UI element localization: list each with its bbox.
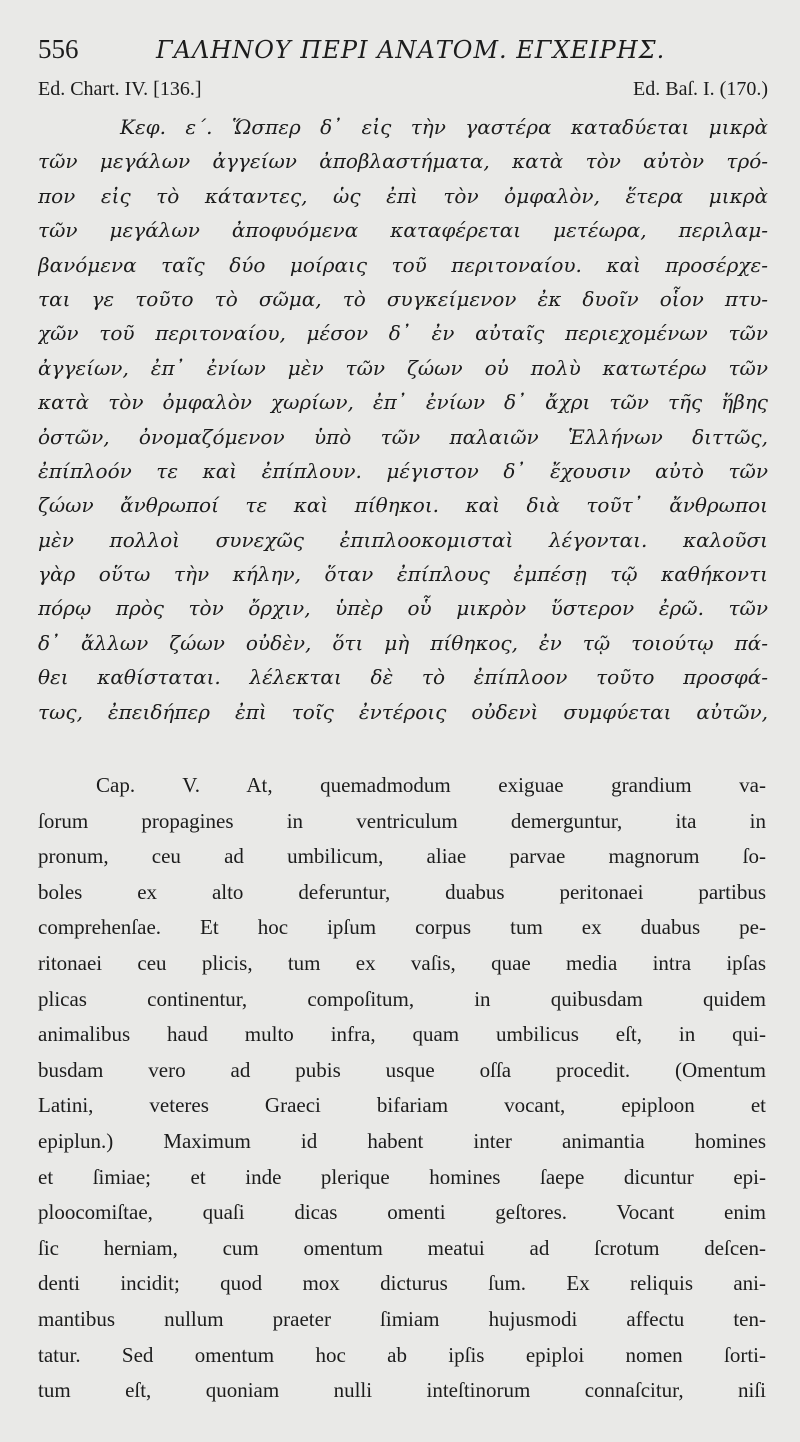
latin-line: ſic herniam, cum omentum meatui ad ſcrotum deſcen- (38, 1235, 766, 1260)
latin-line: plicas continentur, compoſitum, in quibusdam quidem (38, 986, 766, 1011)
latin-line: Latini, veteres Graeci bifariam vocant, epiploon et (38, 1093, 766, 1118)
greek-line: ζώων ἄνθρωποί τε καὶ πίθηκοι. καὶ διὰ τοῦτ᾽ ἄνθρωποι (38, 493, 768, 518)
latin-line: tatur. Sed omentum hoc ab ipſis epiploi nomen ſorti- (38, 1342, 766, 1367)
greek-line: βανόμενα ταῖς δύο μοίραις τοῦ περιτοναίου. καὶ προσέρχε- (38, 252, 768, 277)
running-head (38, 30, 768, 70)
greek-line: χῶν τοῦ περιτοναίου, μέσον δ᾽ ἐν αὐταῖς περιεχομένων τῶν (38, 321, 768, 346)
edition-chartier: Ed. Chart. IV. [136.] (38, 78, 202, 100)
latin-line: ſorum propagines in ventriculum demerguntur, ita in (38, 808, 766, 833)
greek-text-block (38, 110, 768, 729)
latin-line: ritonaei ceu plicis, tum ex vaſis, quae media intra ipſas (38, 950, 766, 975)
greek-line: μὲν πολλοὶ συνεχῶς ἐπιπλοοκομισταὶ λέγονται. καλοῦσι (38, 527, 768, 552)
greek-line: τῶν μεγάλων ἀγγείων ἀποβλαστήματα, κατὰ τὸν αὐτὸν τρό- (38, 149, 768, 174)
edition-basel: Ed. Baſ. I. (170.) (633, 78, 768, 100)
greek-line: ται γε τοῦτο τὸ σῶμα, τὸ συγκείμενον ἐκ δυοῖν οἷον πτυ- (38, 286, 768, 311)
latin-text-block (38, 768, 766, 1409)
latin-line: animalibus haud multo infra, quam umbilicus eſt, in qui- (38, 1022, 766, 1047)
latin-line: tum eſt, quoniam nulli inteſtinorum connaſcitur, niſi (38, 1378, 766, 1403)
latin-line: pronum, ceu ad umbilicum, aliae parvae magnorum ſo- (38, 844, 766, 869)
greek-line: ἐπίπλοόν τε καὶ ἐπίπλουν. μέγιστον δ᾽ ἔχουσιν αὐτὸ τῶν (38, 458, 768, 483)
greek-line: ἀγγείων, ἐπ᾽ ἐνίων μὲν τῶν ζώων οὐ πολὺ κατωτέρω τῶν (38, 355, 768, 380)
greek-line: τως, ἐπειδήπερ ἐπὶ τοῖς ἐντέροις οὐδενὶ συμφύεται αὐτῶν, (38, 699, 768, 724)
greek-line: πόρῳ πρὸς τὸν ὄρχιν, ὑπὲρ οὗ μικρὸν ὕστερον ἐρῶ. τῶν (38, 596, 768, 621)
latin-line: Cap. V. At, quemadmodum exiguae grandium va- (96, 773, 766, 797)
latin-line: denti incidit; quod mox dicturus ſum. Ex reliquis ani- (38, 1271, 766, 1296)
latin-line: comprehenſae. Et hoc ipſum corpus tum ex duabus pe- (38, 915, 766, 940)
latin-line: ploocomiſtae, quaſi dicas omenti geſtores. Vocant enim (38, 1200, 766, 1225)
greek-line: θει καθίσταται. λέλεκται δὲ τὸ ἐπίπλοον τοῦτο προσφά- (38, 665, 768, 690)
greek-line: κατὰ τὸν ὀμφαλὸν χωρίων, ἐπ᾽ ἐνίων δ᾽ ἄχρι τῶν τῆς ἥβης (38, 390, 768, 415)
greek-line: γὰρ οὕτω τὴν κήλην, ὅταν ἐπίπλους ἐμπέσῃ τῷ καθήκοντι (38, 562, 768, 587)
latin-line: epiplun.) Maximum id habent inter animantia homines (38, 1128, 766, 1153)
latin-line: mantibus nullum praeter ſimiam hujusmodi affectu ten- (38, 1306, 766, 1331)
greek-line: δ᾽ ἄλλων ζώων οὐδὲν, ὅτι μὴ πίθηκος, ἐν τῷ τοιούτῳ πά- (38, 630, 768, 655)
greek-line: Κεφ. ε΄. Ὥσπερ δ᾽ εἰς τὴν γαστέρα καταδύεται μικρὰ (120, 115, 768, 139)
greek-line: ὀστῶν, ὀνομαζόμενον ὑπὸ τῶν παλαιῶν Ἑλλήνων διττῶς, (38, 424, 768, 449)
latin-line: busdam vero ad pubis usque oſſa procedit. (Omentum (38, 1057, 766, 1082)
greek-line: τῶν μεγάλων ἀποφυόμενα καταφέρεται μετέωρα, περιλαμ- (38, 218, 768, 243)
page-number: 556 (38, 34, 79, 64)
latin-line: boles ex alto deferuntur, duabus peritonaei partibus (38, 879, 766, 904)
running-title: ΓΑΛΗΝΟΥ ΠΕΡΙ ΑΝΑΤΟΜ. ΕΓΧΕΙΡΗΣ. (156, 36, 666, 64)
greek-line: πον εἰς τὸ κάταντες, ὡς ἐπὶ τὸν ὀμφαλὸν, ἕτερα μικρὰ (38, 183, 768, 208)
edition-references (38, 78, 768, 106)
latin-line: et ſimiae; et inde plerique homines ſaepe dicuntur epi- (38, 1164, 766, 1189)
